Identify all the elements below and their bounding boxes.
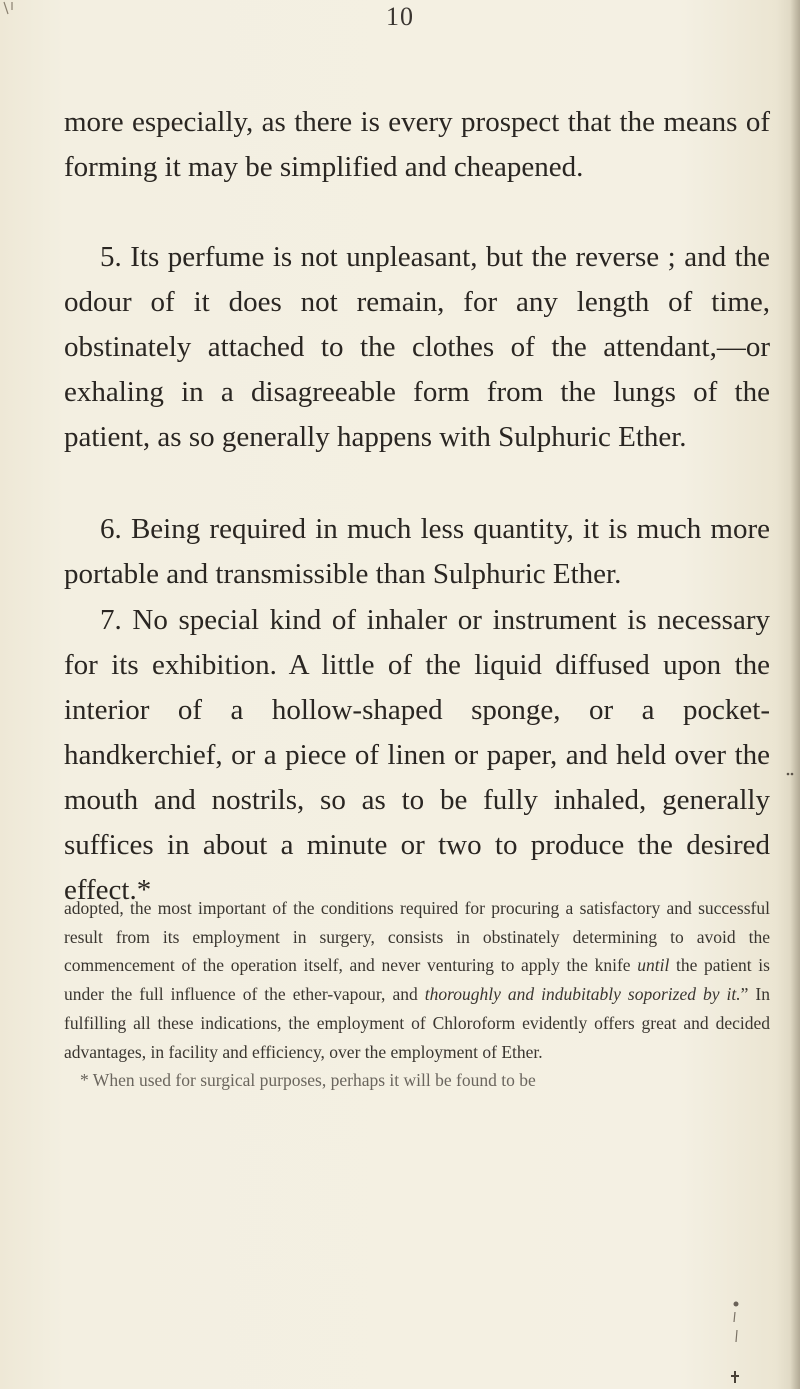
paragraph-continuation: more especially, as there is every prospect that the means of forming it may be simplified and cheapened. bbox=[64, 106, 770, 183]
footnote-text-1: adopted, the most important of the conditions required for procuring a satisfactory and successful result from its employment in surgery, consists in obstinately determining to avoid the commencement of the operation itself, and never venturing to apply the knife bbox=[64, 898, 770, 976]
ink-speck bbox=[791, 773, 794, 776]
footnote-text-3: ” In fulfilling all these indications, the employment of Chloroform evidently offers great and decided advantages, in facility and efficiency, over the employment of Ether. bbox=[64, 984, 770, 1062]
footnote-second-note: * When used for surgical purposes, perhaps it will be found to be bbox=[80, 1070, 536, 1091]
ink-cross-mark bbox=[731, 1371, 739, 1383]
ink-specks bbox=[734, 1312, 737, 1342]
paragraph-6: 6. Being required in much less quantity, it is much more portable and transmissible than Sulphuric Ether. bbox=[64, 513, 770, 590]
paragraph-7: 7. No special kind of inhaler or instrument is necessary for its exhibition. A little of the liquid diffused upon the interior of a hollow-shaped sponge, or a pocket-handkerchief, or a piece of linen or paper, and held over the mouth and nostrils, so as to be fully inhaled, generally suffices in about a minute or two to produce the desired effect.* bbox=[64, 604, 770, 906]
footnote-thoroughly: thoroughly and indubitably soporized by it. bbox=[424, 984, 741, 1005]
page-number: 10 bbox=[386, 2, 414, 31]
paragraph-5: 5. Its perfume is not unpleasant, but the reverse ; and the odour of it does not remain, for any length of time, obstinately attached to the clothes of the attendant,—or exhaling in a disagreeable form from the lungs of the patient, as so generally happens with Sulphuric Ether. bbox=[64, 241, 770, 453]
footnote-text-2: the patient is under the full influence of the ether-vapour, and bbox=[64, 955, 770, 1005]
corner-mark bbox=[4, 2, 12, 14]
ink-speck bbox=[787, 773, 790, 776]
footnote-until: until bbox=[637, 955, 670, 976]
ink-speck bbox=[734, 1302, 739, 1307]
